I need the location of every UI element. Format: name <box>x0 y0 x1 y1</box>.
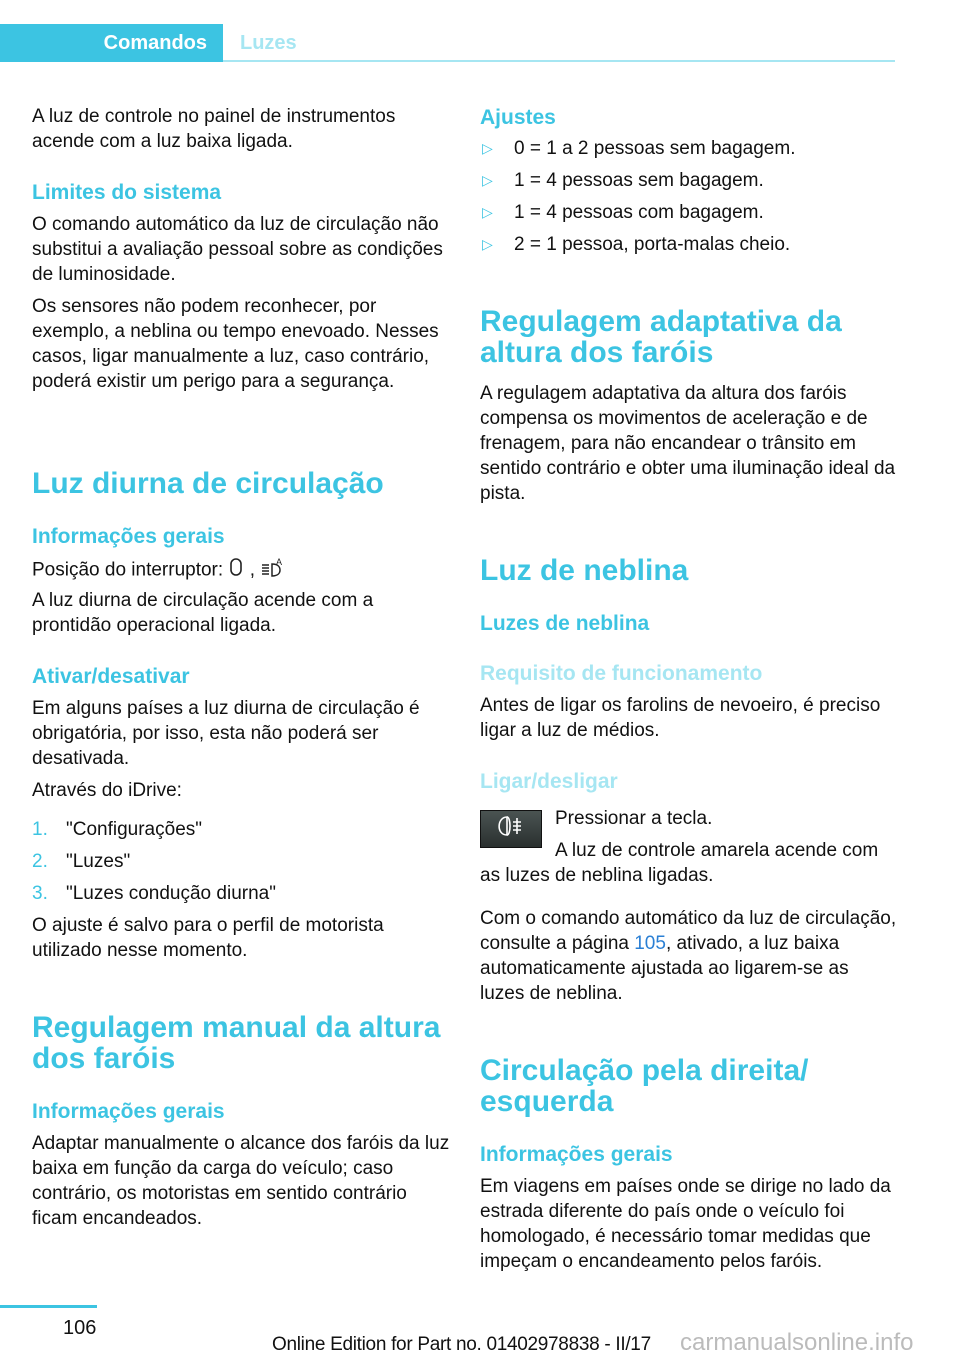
settings-text: 1 = 4 pessoas sem bagagem. <box>514 170 764 191</box>
settings-text: 2 = 1 pessoa, porta-malas cheio. <box>514 234 791 255</box>
onoff-text-1: Pressionar a tecla. <box>555 808 713 829</box>
footer-accent-line <box>0 1305 97 1308</box>
triangle-bullet-icon: ▷ <box>482 172 493 188</box>
drl-text: A luz diurna de circulação acende com a prontidão operacional ligada. <box>32 590 374 636</box>
settings-item <box>480 136 898 168</box>
switch-position-label: Posição do interruptor: <box>32 559 224 581</box>
triangle-bullet-icon: ▷ <box>482 204 493 220</box>
manual-heading: Regulagem manual da altura dos faróis <box>32 1011 441 1075</box>
watermark: carmanualsonline.info <box>680 1329 914 1356</box>
toggle-text-3: O ajuste é salvo para o perfil de motorista utilizado nesse momento. <box>32 915 384 961</box>
drl-info-heading: Informações gerais <box>32 525 225 548</box>
step-item <box>32 881 450 913</box>
onoff-text-2a: A luz de controle amarela acende com <box>555 840 879 861</box>
traffic-info-heading: Informações gerais <box>480 1143 673 1166</box>
separator: , <box>249 559 256 581</box>
traffic-heading: Circulação pela direita/ esquerda <box>480 1054 809 1118</box>
step-number: 2. <box>32 851 48 872</box>
limits-heading: Limites do sistema <box>32 181 222 204</box>
step-number: 1. <box>32 819 48 840</box>
step-text: "Luzes condução diurna" <box>66 883 276 904</box>
fog-heading: Luz de neblina <box>480 554 689 587</box>
steps-list <box>32 817 450 913</box>
page-link[interactable]: 105 <box>634 933 666 954</box>
traffic-text: Em viagens em países onde se dirige no lado da estrada diferente do país onde o veículo foi homologado, é necessário tomar medidas que impeçam o encandeamento pelos faróis. <box>480 1176 891 1272</box>
intro-text: A luz de controle no painel de instrumentos acende com a luz baixa ligada. <box>32 106 396 152</box>
switch-position-line <box>32 556 450 585</box>
auto-light-icon <box>260 556 286 585</box>
fog-subheading: Luzes de neblina <box>480 612 650 635</box>
settings-item <box>480 200 898 232</box>
step-text: "Luzes" <box>66 851 131 872</box>
tab-luzes[interactable]: Luzes <box>240 31 297 54</box>
edition-text: Online Edition for Part no. 01402978838 - II/17 <box>272 1334 651 1355</box>
step-item <box>32 817 450 849</box>
svg-text:A: A <box>276 557 283 567</box>
triangle-bullet-icon: ▷ <box>482 140 493 156</box>
page-number: 106 <box>63 1317 97 1339</box>
triangle-bullet-icon: ▷ <box>482 236 493 252</box>
switch-zero-icon <box>228 557 244 584</box>
adaptive-heading: Regulagem adaptativa da altura dos faróis <box>480 305 842 369</box>
auto-text <box>480 906 898 1006</box>
step-item <box>32 849 450 881</box>
header-divider <box>223 60 895 62</box>
drl-heading: Luz diurna de circulação <box>32 467 384 500</box>
settings-text: 1 = 4 pessoas com bagagem. <box>514 202 764 223</box>
toggle-text-1: Em alguns países a luz diurna de circulação é obrigatória, por isso, esta não poderá ser desativada. <box>32 698 420 769</box>
settings-item <box>480 232 898 264</box>
adaptive-text: A regulagem adaptativa da altura dos faróis compensa os movimentos de aceleração e de frenagem, para não encandear o trânsito em sentido contrário e obter uma iluminação ideal da pista. <box>480 383 896 504</box>
limits-text-1: O comando automático da luz de circulação não substitui a avaliação pessoal sobre as condições de luminosidade. <box>32 214 443 285</box>
settings-heading: Ajustes <box>480 106 556 129</box>
fog-light-button[interactable] <box>480 810 542 848</box>
settings-item <box>480 168 898 200</box>
manual-text: Adaptar manualmente o alcance dos faróis da luz baixa em função da carga do veículo; caso contrário, os motoristas em sentido contrário ficam encandeados. <box>32 1133 450 1229</box>
requirement-text: Antes de ligar os farolins de nevoeiro, é preciso ligar a luz de médios. <box>480 695 881 741</box>
tab-comandos[interactable]: Comandos <box>0 24 223 62</box>
toggle-heading: Ativar/desativar <box>32 665 190 688</box>
settings-list <box>480 136 898 264</box>
auto-text-b: , ativado, a luz baixa automaticamente ajustada ao ligarem-se as luzes de neblina. <box>480 933 849 1004</box>
toggle-text-2: Através do iDrive: <box>32 780 182 801</box>
onoff-heading: Ligar/desligar <box>480 770 618 793</box>
manual-info-heading: Informações gerais <box>32 1100 225 1123</box>
step-text: "Configurações" <box>66 819 203 840</box>
limits-text-2: Os sensores não podem reconhecer, por exemplo, a neblina ou tempo enevoado. Nesses casos, ligar manualmente a luz, caso contrário, poderá existir um perigo para a segurança. <box>32 296 439 392</box>
fog-light-icon <box>491 813 531 846</box>
step-number: 3. <box>32 883 48 904</box>
requirement-heading: Requisito de funcionamento <box>480 662 763 685</box>
auto-text-a: Com o comando automático da luz de circulação, consulte a página <box>480 908 897 954</box>
onoff-text-2b: as luzes de neblina ligadas. <box>480 865 714 886</box>
settings-text: 0 = 1 a 2 pessoas sem bagagem. <box>514 138 796 159</box>
